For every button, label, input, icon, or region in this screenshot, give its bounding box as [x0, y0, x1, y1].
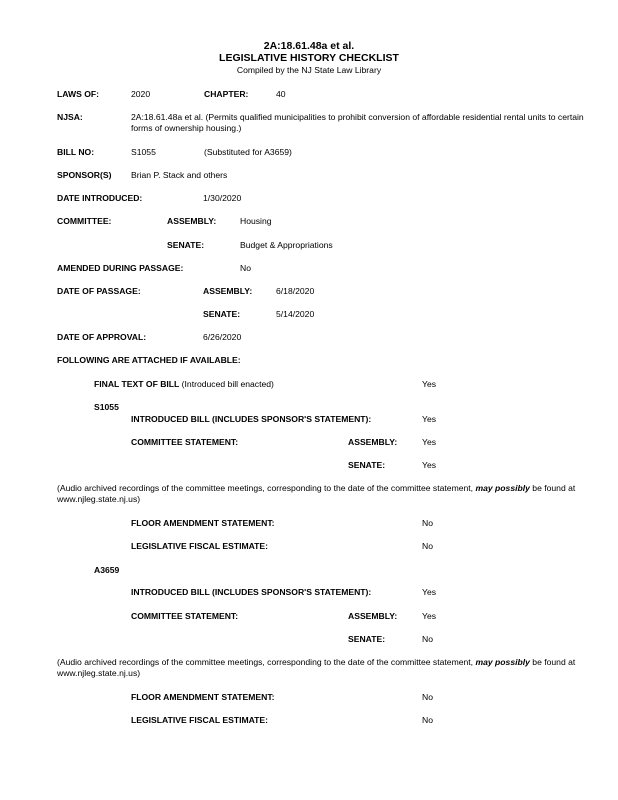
passage-senate-label: SENATE: — [203, 309, 241, 319]
a3659-fiscal-label: LEGISLATIVE FISCAL ESTIMATE: — [131, 715, 269, 725]
audio-note-text-end: be found at www.njleg.state.nj.us) — [57, 657, 576, 678]
a3659-floor-value: No — [422, 692, 433, 702]
audio-note-text: (Audio archived recordings of the committee meetings, corresponding to the date of the committee statement, — [57, 657, 476, 667]
final-text-value: Yes — [422, 379, 437, 389]
sponsors-label: SPONSOR(S) — [57, 170, 112, 180]
committee-senate-value: Budget & Appropriations — [240, 240, 333, 250]
a3659-committee-assembly-label: ASSEMBLY: — [348, 611, 398, 621]
s1055-introduced-value: Yes — [422, 414, 437, 424]
citation-heading: 2A:18.61.48a et al. — [263, 40, 355, 52]
audio-note-2 — [57, 657, 602, 679]
audio-note-1 — [57, 483, 602, 505]
a3659-introduced-value: Yes — [422, 587, 437, 597]
s1055-committee-senate-label: SENATE: — [348, 460, 386, 470]
passage-assembly-value: 6/18/2020 — [276, 286, 315, 296]
laws-of-label: LAWS OF: — [57, 89, 100, 99]
a3659-committee-label: COMMITTEE STATEMENT: — [131, 611, 239, 621]
audio-note-emphasis: may possibly — [475, 483, 530, 493]
s1055-committee-senate-value: Yes — [422, 460, 437, 470]
amended-value: No — [240, 263, 251, 273]
a3659-introduced-label: INTRODUCED BILL (INCLUDES SPONSOR'S STATEMENT): — [131, 587, 372, 597]
bill-substitution-note: (Substituted for A3659) — [204, 147, 292, 157]
s1055-fiscal-label: LEGISLATIVE FISCAL ESTIMATE: — [131, 541, 269, 551]
audio-note-emphasis: may possibly — [475, 657, 530, 667]
a3659-committee-senate-value: No — [422, 634, 433, 644]
passage-assembly-label: ASSEMBLY: — [203, 286, 253, 296]
compiled-by: Compiled by the NJ State Law Library — [236, 65, 382, 75]
attached-heading: FOLLOWING ARE ATTACHED IF AVAILABLE: — [57, 355, 241, 365]
njsa-value: 2A:18.61.48a et al. (Permits qualified municipalities to prohibit conversion of affordable residential rental units to certain forms of ownership housing.) — [131, 112, 584, 133]
date-introduced-value: 1/30/2020 — [203, 193, 242, 203]
laws-of-value: 2020 — [131, 89, 151, 99]
passage-senate-value: 5/14/2020 — [276, 309, 315, 319]
s1055-heading: S1055 — [94, 402, 119, 412]
bill-no-value: S1055 — [131, 147, 156, 157]
chapter-label: CHAPTER: — [204, 89, 249, 99]
s1055-fiscal-value: No — [422, 541, 433, 551]
committee-assembly-value: Housing — [240, 216, 272, 226]
s1055-committee-assembly-label: ASSEMBLY: — [348, 437, 398, 447]
amended-label: AMENDED DURING PASSAGE: — [57, 263, 184, 273]
bill-no-label: BILL NO: — [57, 147, 95, 157]
approval-label: DATE OF APPROVAL: — [57, 332, 147, 342]
a3659-committee-assembly-value: Yes — [422, 611, 437, 621]
audio-note-text-end: be found at www.njleg.state.nj.us) — [57, 483, 576, 504]
final-text-label: FINAL TEXT OF BILL — [94, 379, 180, 389]
date-introduced-label: DATE INTRODUCED: — [57, 193, 143, 203]
committee-assembly-label: ASSEMBLY: — [167, 216, 217, 226]
s1055-committee-assembly-value: Yes — [422, 437, 437, 447]
final-text-note: (Introduced bill enacted) — [179, 379, 274, 389]
a3659-committee-senate-label: SENATE: — [348, 634, 386, 644]
audio-note-text: (Audio archived recordings of the committee meetings, corresponding to the date of the committee statement, — [57, 483, 476, 493]
chapter-value: 40 — [276, 89, 286, 99]
s1055-committee-label: COMMITTEE STATEMENT: — [131, 437, 239, 447]
s1055-floor-label: FLOOR AMENDMENT STATEMENT: — [131, 518, 275, 528]
s1055-floor-value: No — [422, 518, 433, 528]
committee-label: COMMITTEE: — [57, 216, 112, 226]
a3659-heading: A3659 — [94, 565, 120, 575]
committee-senate-label: SENATE: — [167, 240, 205, 250]
sponsors-value: Brian P. Stack and others — [131, 170, 228, 180]
a3659-floor-label: FLOOR AMENDMENT STATEMENT: — [131, 692, 275, 702]
passage-label: DATE OF PASSAGE: — [57, 286, 141, 296]
document-title: LEGISLATIVE HISTORY CHECKLIST — [219, 52, 399, 64]
s1055-introduced-label: INTRODUCED BILL (INCLUDES SPONSOR'S STATEMENT): — [131, 414, 372, 424]
final-text-row — [94, 379, 274, 389]
approval-value: 6/26/2020 — [203, 332, 242, 342]
a3659-fiscal-value: No — [422, 715, 433, 725]
njsa-label: NJSA: — [57, 112, 83, 122]
